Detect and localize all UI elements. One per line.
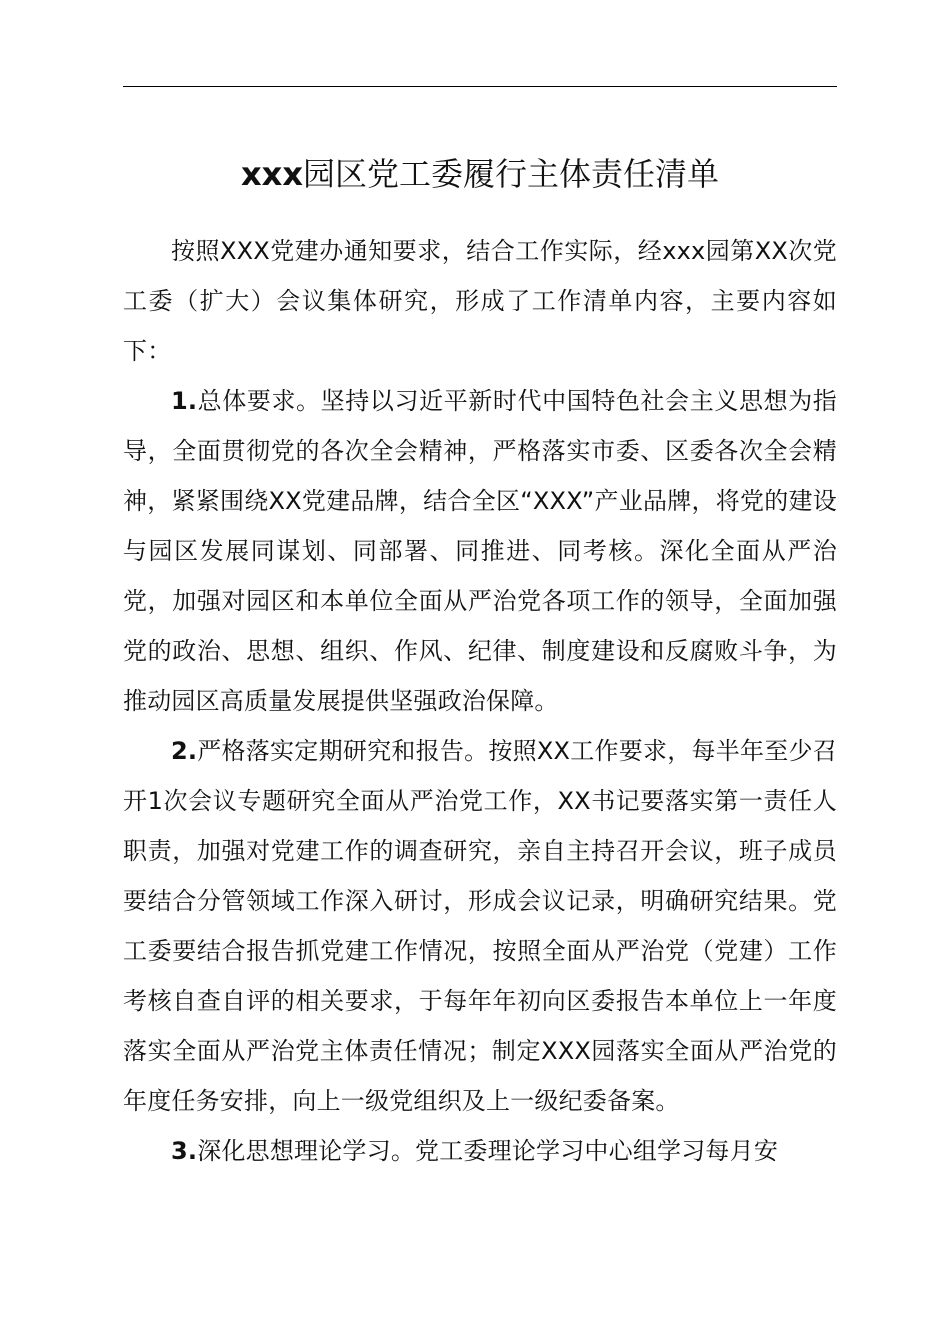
paragraph-text: 严格落实定期研究和报告。按照XX工作要求，每半年至少召开1次会议专题研究全面从严治党工作，XX书记要落实第一责任人职责，加强对党建工作的调查研究，亲自主持召开会议，班子成员要结合分管领域工作深入研讨，形成会议记录，明确研究结果。党工委要结合报告抓党建工作情况，按照全面从严治党（党建）工作考核自查自评的相关要求，于每年年初向区委报告本单位上一年度落实全面从严治党主体责任情况；制定XXX园落实全面从严治党的年度任务安排，向上一级党组织及上一级纪委备案。 (123, 737, 837, 1115)
paragraph-2 (123, 726, 837, 1126)
paragraph-1 (123, 376, 837, 726)
paragraph-number: 1. (171, 387, 198, 415)
paragraph-text: 按照XXX党建办通知要求，结合工作实际，经xxx园第XX次党工委（扩大）会议集体研究，形成了工作清单内容，主要内容如下： (123, 237, 837, 365)
paragraph-text: 总体要求。坚持以习近平新时代中国特色社会主义思想为指导，全面贯彻党的各次全会精神，严格落实市委、区委各次全会精神，紧紧围绕XX党建品牌，结合全区“XXX”产业品牌，将党的建设与园区发展同谋划、同部署、同推进、同考核。深化全面从严治党，加强对园区和本单位全面从严治党各项工作的领导，全面加强党的政治、思想、组织、作风、纪律、制度建设和反腐败斗争，为推动园区高质量发展提供坚强政治保障。 (123, 387, 837, 715)
document-title (123, 150, 837, 198)
document-body (123, 226, 837, 1176)
title-prefix: xxx (241, 155, 303, 193)
title-main: 园区党工委履行主体责任清单 (302, 155, 719, 193)
paragraph-3 (123, 1126, 837, 1176)
paragraph-number: 3. (171, 1137, 198, 1165)
paragraph-intro (123, 226, 837, 376)
header-rule (123, 86, 837, 87)
paragraph-number: 2. (171, 737, 198, 765)
paragraph-text: 深化思想理论学习。党工委理论学习中心组学习每月安 (197, 1137, 779, 1165)
